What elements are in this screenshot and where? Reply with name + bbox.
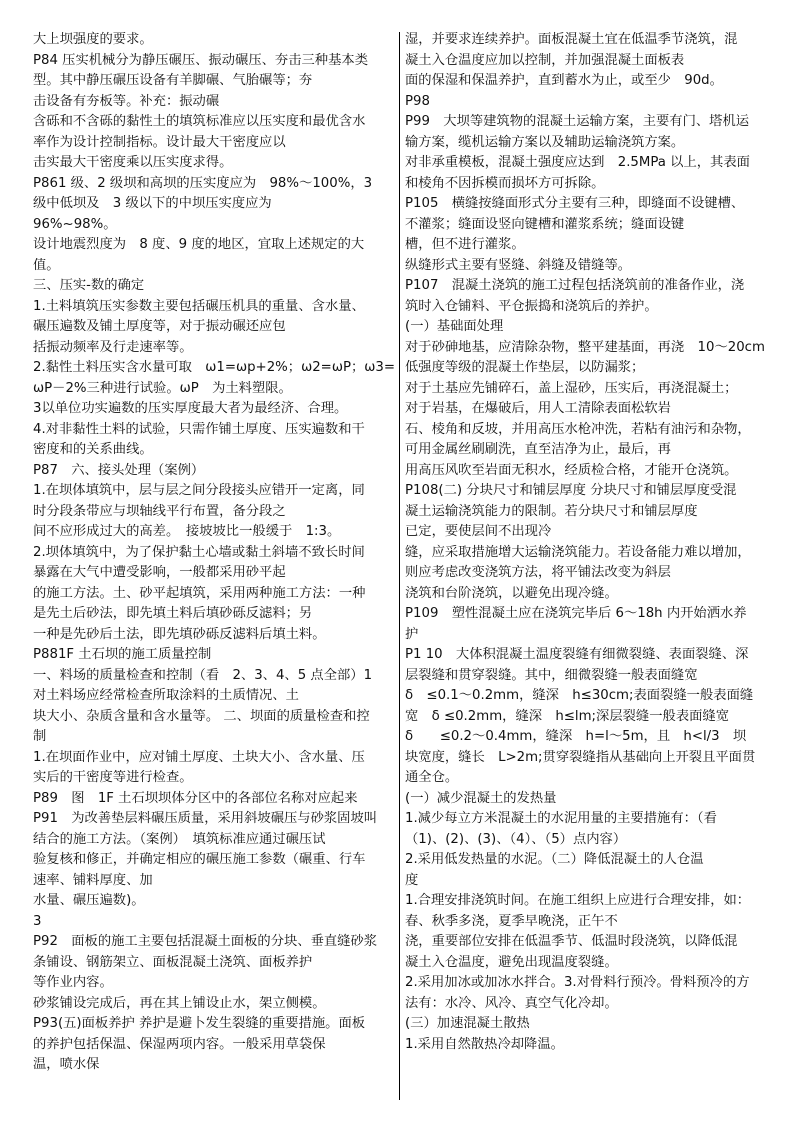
text-line: 一种是先砂后土法，即先填砂砾反滤料后填土料。 [33, 626, 326, 642]
text-line: 凝土入仓温度，避免出现温度裂缝。 [405, 954, 618, 970]
text-line: P99 大坝等建筑物的混凝土运输方案，主要有门、塔机运 [405, 114, 750, 129]
text-line: 含砾和不含砾的黏性土的填筑标准应以压实度和最优含水 [33, 114, 366, 129]
text-line: 一、料场的质量检查和控制（看 2、3、4、5 点全部）1 [33, 667, 373, 683]
text-line: 用高压风吹至岩面无积水，经质检合格，才能开仓浇筑。 [405, 462, 738, 478]
text-line: 设计地震烈度为 8 度、9 度的地区，宜取上述规定的大 [33, 237, 365, 252]
text-line: P109 塑性混凝土应在浇筑完毕后 6～18h 内开始洒水养 [405, 606, 747, 621]
text-line: 温，喷水保 [33, 1057, 100, 1072]
text-line: 条铺设、钢筋架立、面板混凝土浇筑、面板养护 [33, 954, 313, 970]
text-line: 时分段条带应与坝轴线平行布置，备分段之 [33, 503, 286, 519]
text-line: P98 [405, 93, 430, 109]
text-line: 和棱角不因拆模而损坏方可拆除。 [405, 175, 605, 191]
text-line: 块大小、杂质含量和含水量等。 二、坝面的质量检查和控 [33, 708, 370, 724]
text-line: 凝土入仓温度应加以控制，并加强混凝土面板表 [405, 52, 685, 68]
text-line: 对于土基应先铺碎石，盖上湿砂，压实后，再浇混凝土； [405, 380, 738, 396]
text-line: P881F 土石坝的施工质量控制 [33, 647, 212, 662]
text-line: 验复核和修正，并确定相应的碾压施工参数（碾重、行车 [33, 852, 366, 867]
text-line: 对于岩基，在爆破后，用人工清除表面松软岩 [405, 401, 671, 416]
text-line: 可用金属丝刷刷洗，直至洁净为止，最后，再 [405, 442, 671, 457]
text-line: 对土料场应经常检查所取涂料的土质情况、土 [33, 688, 299, 703]
text-line: 1.合理安排浇筑时间。在施工组织上应进行合理安排，如： [405, 893, 751, 908]
text-line: 对于砂砷地基，应清除杂物，整平建基面，再浇 10～20cm [405, 339, 765, 355]
text-line: 块宽度，缝长 L>2m;贯穿裂缝指从基础向上开裂且平面贯 [405, 749, 756, 765]
text-line: δ ≤0.2～0.4mm，缝深 h=l～5m，且 h<l/3 坝 [405, 729, 747, 744]
text-line: P107 混凝土浇筑的施工过程包括浇筑前的准备作业，浇 [405, 278, 745, 293]
text-line: 2.黏性土料压实含水量可取 ω1=ωp+2%；ω2=ωP；ω3= [33, 360, 395, 375]
text-line: 石、棱角和反坡，并用高压水枪冲洗，若粘有油污和杂物， [405, 421, 751, 437]
text-line: P108(二) 分块尺寸和铺层厚度 分块尺寸和铺层厚度受混 [405, 483, 737, 498]
text-line: 则应考虑改变浇筑方法，将平铺法改变为斜层 [405, 565, 671, 580]
text-line: 护 [405, 626, 419, 642]
text-line: 3 [33, 913, 42, 929]
text-line: 面的保湿和保温养护，直到蓄水为止，或至少 90d。 [405, 73, 723, 88]
text-line: 值。 [33, 257, 60, 273]
text-line: 槽，但不进行灌浆。 [405, 237, 525, 252]
text-line: (一）基础面处理 [405, 319, 504, 334]
text-line: 型。其中静压碾压设备有羊脚碾、气胎碾等；夯 [33, 73, 313, 88]
text-line: 结合的施工方法。（案例） 填筑标准应通过碾压试 [33, 831, 326, 847]
left-column [33, 30, 395, 1076]
text-line: 的养护包括保温、保湿两项内容。一般采用草袋保 [33, 1036, 326, 1052]
text-line: （1)、(2)、(3)、（4）、（5）点内容） [405, 831, 627, 847]
text-line: 碾压遍数及铺土厚度等，对于振动碾还应包 [33, 319, 286, 334]
text-line: P91 为改善垫层料碾压质量，采用斜坡碾压与砂浆固坡叫 [33, 811, 378, 826]
text-line: 浇筑和台阶浇筑，以避免出现冷缝。 [405, 585, 618, 601]
text-line: 率作为设计控制指标。设计最大干密度应以 [33, 134, 286, 150]
text-line: 2.采用低发热量的水泥。（二）降低混凝土的人仓温 [405, 852, 704, 867]
text-line: 速率、铺料厚度、加 [33, 872, 153, 888]
text-line: 凝土运输浇筑能力的限制。若分块尺寸和铺层厚度 [405, 503, 698, 519]
text-line: 缝，应采取措施增大运输浇筑能力。若设备能力难以增加， [405, 544, 751, 560]
text-line: 1.在坝面作业中，应对铺土厚度、土块大小、含水量、压 [33, 749, 365, 765]
text-line: 不灌浆；缝面设竖向键槽和灌浆系统；缝面设键 [405, 216, 685, 232]
text-line: 1.土料填筑压实参数主要包括碾压机具的重量、含水量、 [33, 298, 365, 314]
text-line: 度 [405, 872, 419, 888]
text-line: 大上坝强度的要求。 [33, 32, 153, 47]
text-line: P93(五)面板养护 养护是避卜发生裂缝的重要措施。面板 [33, 1016, 366, 1031]
text-line: 制 [33, 729, 47, 744]
text-line: 的施工方法。土、砂平起填筑，采用两种施工方法：一种 [33, 585, 366, 601]
text-line: 暴露在大气中遭受影响，一般都采用砂平起 [33, 565, 286, 580]
text-line: 1.采用自然散热冷却降温。 [405, 1036, 564, 1052]
text-line: 湿，并要求连续养护。面板混凝土宜在低温季节浇筑，混 [405, 32, 738, 47]
text-line: 浇，重要部位安排在低温季节、低温时段浇筑，以降低混 [405, 934, 738, 949]
text-line: P87 六、接头处理（案例） [33, 462, 205, 478]
text-line: 已定，要使层间不出现冷 [405, 524, 552, 539]
text-line: 1.在坝体填筑中，层与层之间分段接头应错开一定离，同 [33, 483, 365, 498]
text-line: 宽 δ ≤0.2mm，缝深 h≤lm;深层裂缝一般表面缝宽 [405, 708, 730, 724]
text-line: 间不应形成过大的高差。 接坡坡比一般缓于 1:3。 [33, 524, 341, 539]
text-line: P89 图 1F 土石坝坝体分区中的各部位名称对应起来 [33, 790, 358, 806]
text-line: δ ≤0.1～0.2mm，缝深 h≤30cm;表面裂缝一般表面缝 [405, 688, 754, 703]
text-line: 法有：水冷、风冷、真空气化冷却。 [405, 995, 618, 1011]
text-line: 纵缝形式主要有竖缝、斜缝及错缝等。 [405, 257, 632, 273]
text-line: 筑时入仓铺料、平仓振捣和浇筑后的养护。 [405, 298, 658, 314]
text-line: 密度和的关系曲线。 [33, 442, 153, 457]
text-line: 春、秋季多浇，夏季早晚浇，正午不 [405, 913, 618, 929]
text-line: 级中低坝及 3 级以下的中坝压实度应为 [33, 196, 272, 211]
text-line: (三）加速混凝土散热 [405, 1016, 530, 1031]
text-line: P105 横缝按缝面形式分主要有三种，即缝面不设键槽、 [405, 196, 745, 211]
text-line: P92 面板的施工主要包括混凝土面板的分块、垂直缝砂浆 [33, 934, 378, 949]
document-page [33, 30, 769, 1100]
text-line: 1.减少每立方米混凝土的水泥用量的主要措施有：（看 [405, 811, 717, 826]
text-line: 实后的干密度等进行检查。 [33, 770, 193, 785]
text-line: 4.对非黏性土料的试验，只需作铺土厚度、压实遍数和干 [33, 421, 365, 437]
text-line: 击设备有夯板等。补充：振动碾 [33, 93, 220, 109]
text-line: P861 级、2 级坝和高坝的压实度应为 98%～100%，3 [33, 175, 373, 191]
text-line: 2.采用加冰或加冰水拌合。3.对骨料行预冷。骨料预冷的方 [405, 975, 750, 990]
text-line: 2.坝体填筑中，为了保护黏土心墙或黏土斜墙不致长时间 [33, 544, 365, 560]
text-line: 通全仓。 [405, 770, 459, 785]
text-line: 输方案，缆机运输方案以及辅助运输浇筑方案。 [405, 134, 685, 150]
text-line: P1 10 大体积混凝土温度裂缝有细微裂缝、表面裂缝、深 [405, 647, 749, 662]
text-line: 对非承重模板，混凝土强度应达到 2.5MPa 以上，其表面 [405, 155, 750, 170]
right-column [405, 30, 767, 1055]
text-line: 等作业内容。 [33, 975, 113, 990]
text-line: 括振动频率及行走速率等。 [33, 339, 193, 355]
text-line: 砂浆铺设完成后，再在其上铺设止水，架立侧模。 [33, 995, 326, 1011]
text-line: 3以单位功实遍数的压实厚度最大者为最经济、合理。 [33, 401, 348, 416]
column-divider [399, 32, 400, 1100]
text-line: 击实最大干密度乘以压实度求得。 [33, 155, 233, 170]
text-line: 三、压实-数的确定 [33, 278, 145, 293]
text-line: ωP－2%三种进行试验。ωP 为土料塑限。 [33, 380, 292, 396]
text-line: 低强度等级的混凝土作垫层，以防漏浆； [405, 360, 645, 375]
text-line: 是先土后砂法，即先填土料后填砂砾反滤料；另 [33, 606, 313, 621]
text-line: (一）减少混凝土的发热量 [405, 790, 557, 806]
text-line: 96%~98%。 [33, 216, 117, 232]
text-line: 水量、碾压遍数)。 [33, 893, 145, 908]
text-line: P84 压实机械分为静压碾压、振动碾压、夯击三种基本类 [33, 52, 368, 68]
text-line: 层裂缝和贯穿裂缝。其中，细微裂缝一般表面缝宽 [405, 667, 698, 683]
